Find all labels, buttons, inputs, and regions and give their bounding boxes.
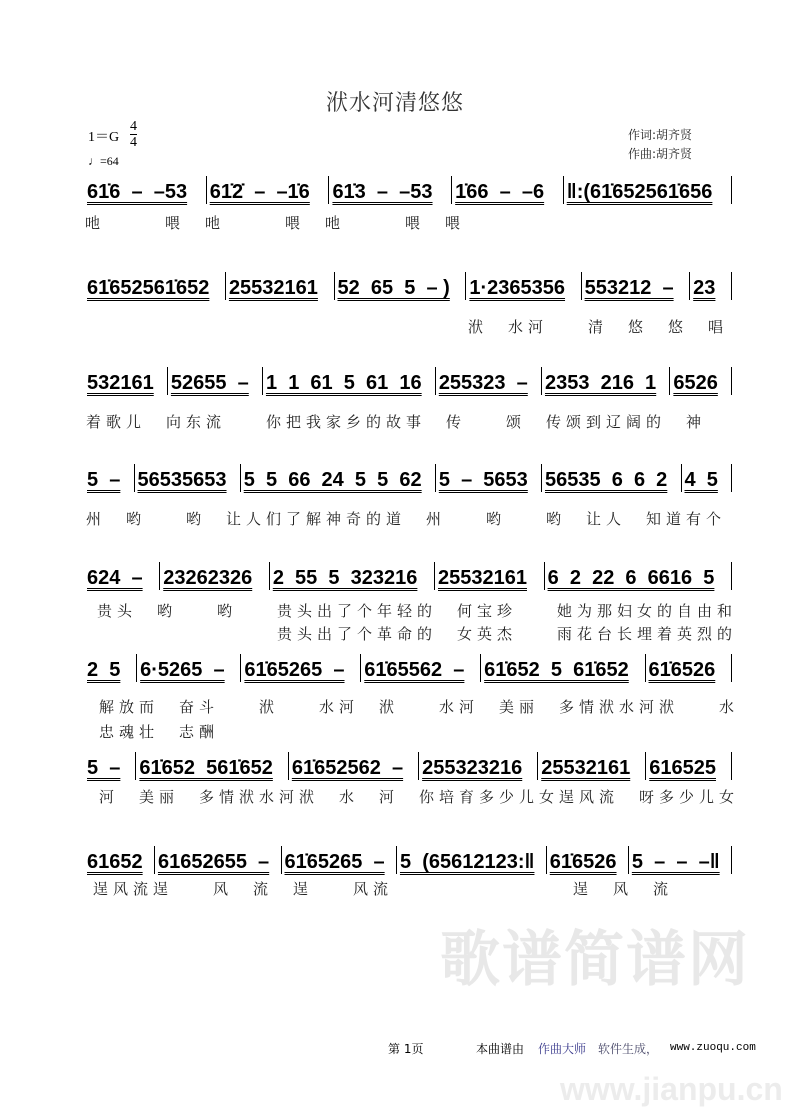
measure: 52 65 5 – ) [337, 277, 450, 299]
measure: 56535 6 6 2 [544, 469, 668, 491]
measure: 61̇6526 [549, 851, 617, 873]
score-row [84, 656, 732, 682]
measure: 61̇652 5 61̇652 [484, 659, 629, 681]
measure: 61652 [87, 851, 143, 873]
measure: 61̇65265 – [284, 851, 385, 873]
measure: 6·5265 – [140, 659, 225, 681]
bar-line [731, 367, 732, 395]
time-signature-bottom: 4 [130, 135, 137, 150]
measure: 2 55 5 323216 [272, 567, 418, 589]
footer-software-name: 作曲大师 [538, 1042, 587, 1056]
measure: 255323 – [438, 372, 528, 394]
score-row [84, 754, 732, 780]
footer-generated-prefix: 本曲谱由 [476, 1042, 525, 1056]
lyrics-line: 吔 喂 吔 喂 吔 喂 喂 [85, 214, 466, 232]
lyrics-line: 洑 水河 清 悠 悠 唱 [468, 318, 729, 336]
time-signature-top: 4 [130, 119, 137, 134]
lyrics-line: 贵头 哟 哟 贵头出了个年轻的 何宝珍 她为那妇女的自由和 [97, 602, 738, 620]
measure: ‖:(61̇652561̇656 [566, 181, 713, 203]
measure: 6526 [673, 372, 718, 394]
measure: 61̇6 – –53 [87, 181, 188, 203]
bar-line [731, 752, 732, 780]
composer-credit: 作曲:胡齐贤 [628, 147, 693, 161]
measure: 5 – – –‖ [631, 851, 720, 873]
tempo-marking: ♩=64 [88, 154, 119, 168]
measure: 56535653 [137, 469, 227, 491]
lyrics-line: 解放而 奋斗 洑 水河 洑 水河 美丽 多情洑水河洑 水 [99, 698, 740, 716]
measure: 5 – [87, 469, 121, 491]
measure: 61̇2̇ – –1̇6 [209, 181, 310, 203]
lyrics-line: 忠魂壮 志酬 [99, 723, 220, 741]
measure: 616525 [649, 757, 716, 779]
measure: 1̇66 – –6 [455, 181, 545, 203]
bar-line [731, 846, 732, 874]
time-signature [130, 119, 137, 150]
lyrics-line: 逞风流逞 风 流 逞 风流 逞 风 流 [93, 880, 674, 898]
measure: 5 5 66 24 5 5 62 [243, 469, 422, 491]
measure: 61̇3 – –53 [332, 181, 433, 203]
measure: 25532161 [541, 757, 631, 779]
score-row [84, 178, 732, 204]
measure: 25532161 [438, 567, 527, 589]
score-row [84, 564, 732, 590]
measure: 61̇6526 [648, 659, 716, 681]
bar-line [731, 562, 732, 590]
bar-line [731, 654, 732, 682]
measure: 61̇652 561̇652 [139, 757, 273, 779]
lyricist-credit: 作词:胡齐贤 [628, 128, 693, 142]
bar-line [731, 464, 732, 492]
page-number: 第 1页 [388, 1042, 424, 1056]
measure: 61̇65265 – [244, 659, 345, 681]
score-row [84, 848, 732, 874]
footer-generated-suffix: 软件生成， [598, 1042, 659, 1056]
measure: 25532161 [228, 277, 318, 299]
measure: 4 5 [684, 469, 718, 491]
measure: 5 (65612123:‖ [399, 851, 535, 873]
watermark-logo: 歌谱简谱网 [440, 925, 750, 995]
measure: 52655 – [170, 372, 249, 394]
measure: 1·2365356 [469, 277, 566, 299]
lyrics-line: 着歌儿 向东流 你把我家乡的故事 传 颂 传颂到辽阔的 神 [86, 413, 707, 431]
measure: 61652655 – [157, 851, 270, 873]
bar-line [731, 272, 732, 300]
measure: 61̇652561̇652 [87, 277, 210, 299]
measure: 624 – [87, 567, 143, 589]
measure: 2 5 [87, 659, 121, 681]
score-row [84, 274, 732, 300]
bar-line [731, 176, 732, 204]
measure: 553212 – [584, 277, 674, 299]
measure: 255323216 [422, 757, 523, 779]
measure: 23262326 [163, 567, 253, 589]
lyrics-line: 州 哟 哟 让人们了解神奇的道 州 哟 哟 让人 知道有个 [86, 510, 727, 528]
footer-url[interactable]: www.zuoqu.com [670, 1042, 756, 1054]
measure: 5 – 5653 [438, 469, 528, 491]
measure: 61̇652562 – [291, 757, 404, 779]
song-title: 洑水河清悠悠 [325, 91, 464, 116]
measure: 6 2 22 6 6616 5 [547, 567, 715, 589]
measure: 5 – [87, 757, 121, 779]
lyrics-line: 河 美丽 多情洑水河洑 水 河 你培育多少儿女逞风流 呀多少儿女 [99, 788, 740, 806]
measure: 23 [693, 277, 716, 299]
watermark-url: www.jianpu.cn [560, 1071, 783, 1107]
measure: 1 1 61 5 61 16 [265, 372, 422, 394]
measure: 532161 [87, 372, 154, 394]
score-row [84, 369, 732, 395]
score-row [84, 466, 732, 492]
measure: 61̇65562 – [364, 659, 465, 681]
lyrics-line: 贵头出了个革命的 女英杰 雨花台长埋着英烈的 [97, 625, 738, 643]
measure: 2353 216 1 [544, 372, 657, 394]
key-signature: 1＝G [88, 130, 120, 145]
